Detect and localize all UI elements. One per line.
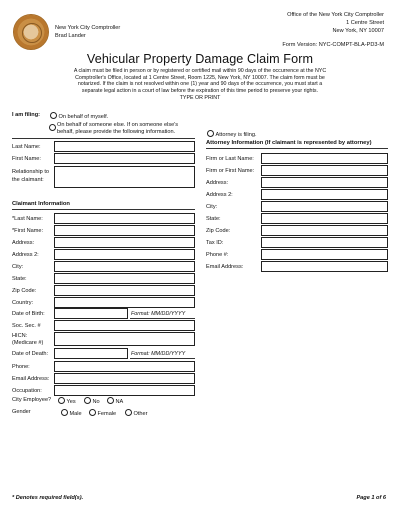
filing-self-option[interactable]: On behalf of myself. — [50, 112, 108, 121]
gender-female[interactable]: Female — [89, 409, 116, 418]
city-employee-yes[interactable]: Yes — [58, 397, 76, 406]
page-number: Page 1 of 6 — [356, 495, 386, 501]
attorney-phone-field[interactable] — [261, 249, 388, 260]
attorney-address-label: Address: — [206, 180, 229, 186]
dod-format-hint: Format: MM/DD/YYYY — [131, 351, 186, 357]
gender-other[interactable]: Other — [125, 409, 148, 418]
city-employee-na[interactable]: NA — [107, 397, 123, 406]
attorney-city-label: City: — [206, 204, 218, 210]
attorney-email-label: Email Address: — [206, 264, 244, 270]
radio-male[interactable] — [61, 409, 68, 416]
org-name: New York City Comptroller — [55, 25, 121, 31]
attorney-tax-id-label: Tax ID: — [206, 240, 224, 246]
city-employee-no[interactable]: No — [84, 397, 100, 406]
other-last-name-label: Last Name: — [12, 144, 41, 150]
radio-attorney[interactable] — [207, 130, 214, 137]
form-version: Form Version: NYC-COMPT-BLA-PD3-M — [282, 42, 384, 48]
filing-other-text-2: behalf, please provide the following information. — [57, 129, 176, 135]
attorney-firm-first-field[interactable] — [261, 165, 388, 176]
dob-format-hint: Format: MM/DD/YYYY — [131, 311, 186, 317]
other-first-name-field[interactable] — [54, 153, 195, 164]
attorney-address2-label: Address 2: — [206, 192, 233, 198]
claimant-ssn-field[interactable] — [54, 320, 195, 331]
claimant-city-field[interactable] — [54, 261, 195, 272]
claimant-email-label: Email Address: — [12, 376, 50, 382]
relationship-field[interactable] — [54, 166, 195, 188]
relationship-label-2: the claimant: — [12, 177, 44, 183]
claimant-zip-label: Zip Code: — [12, 288, 37, 294]
filing-attorney-option[interactable]: Attorney is filing. — [207, 130, 257, 139]
claimant-phone-label: Phone: — [12, 364, 30, 370]
attorney-tax-id-field[interactable] — [261, 237, 388, 248]
attorney-address2-field[interactable] — [261, 189, 388, 200]
claimant-dod-field[interactable] — [54, 348, 128, 359]
claimant-country-field[interactable] — [54, 297, 195, 308]
claimant-occupation-label: Occupation: — [12, 388, 42, 394]
claimant-address2-field[interactable] — [54, 249, 195, 260]
org-person: Brad Lander — [55, 33, 86, 39]
radio-na[interactable] — [107, 397, 114, 404]
claimant-first-name-field[interactable] — [54, 225, 195, 236]
attorney-firm-first-label: Firm or First Name: — [206, 168, 255, 174]
claimant-country-label: Country: — [12, 300, 34, 306]
attorney-firm-last-field[interactable] — [261, 153, 388, 164]
other-last-name-field[interactable] — [54, 141, 195, 152]
claimant-dod-label: Date of Death: — [12, 351, 49, 357]
attorney-city-field[interactable] — [261, 201, 388, 212]
attorney-zip-label: Zip Code: — [206, 228, 231, 234]
office-city: New York, NY 10007 — [332, 28, 384, 34]
office-name: Office of the New York City Comptroller — [287, 12, 384, 18]
claimant-state-label: State: — [12, 276, 27, 282]
claimant-address2-label: Address 2: — [12, 252, 39, 258]
claimant-last-name-label: *Last Name: — [12, 216, 43, 222]
attorney-heading: Attorney Information (If claimant is represented by attorney) — [206, 140, 372, 146]
city-employee-label: City Employee? — [12, 397, 52, 403]
claimant-state-field[interactable] — [54, 273, 195, 284]
office-street: 1 Centre Street — [346, 20, 384, 26]
radio-yes[interactable] — [58, 397, 65, 404]
filing-label: I am filing: — [12, 112, 40, 118]
attorney-zip-field[interactable] — [261, 225, 388, 236]
attorney-firm-last-label: Firm or Last Name: — [206, 156, 254, 162]
claimant-address-field[interactable] — [54, 237, 195, 248]
instructions: A claim must be filed in person or by registered or certified mail within 90 days of the occurrence at the NYC Comptroller's Office, located at 1 Centre Street, Room 1225, New York, NY 10007. The claim form must be notarized. If the claim is not resolved within one (1) year and 90 days of the occurrence, you must start a separate legal action in a court of law before the expiration of this time period to preserve your rights. TYPE OR PRINT — [73, 68, 327, 101]
gender-male[interactable]: Male — [61, 409, 82, 418]
nyc-seal-logo — [13, 14, 49, 50]
form-title: Vehicular Property Damage Claim Form — [86, 52, 314, 66]
relationship-label-1: Relationship to — [12, 169, 50, 175]
attorney-phone-label: Phone #: — [206, 252, 229, 258]
attorney-state-field[interactable] — [261, 213, 388, 224]
claimant-heading: Claimant Information — [12, 201, 70, 207]
claimant-ssn-label: Soc. Sec. # — [12, 323, 41, 329]
claimant-occupation-field[interactable] — [54, 385, 195, 396]
claimant-first-name-label: *First Name: — [12, 228, 44, 234]
claimant-hicn-label-1: HICN: — [12, 333, 28, 339]
radio-self[interactable] — [50, 112, 57, 119]
claimant-hicn-label-2: (Medicare #) — [12, 340, 44, 346]
attorney-email-field[interactable] — [261, 261, 388, 272]
radio-no[interactable] — [84, 397, 91, 404]
claimant-zip-field[interactable] — [54, 285, 195, 296]
radio-female[interactable] — [89, 409, 96, 416]
claimant-last-name-field[interactable] — [54, 213, 195, 224]
claimant-address-label: Address: — [12, 240, 35, 246]
gender-label: Gender — [12, 409, 31, 415]
claimant-dob-label: Date of Birth: — [12, 311, 45, 317]
claimant-email-field[interactable] — [54, 373, 195, 384]
radio-other-gender[interactable] — [125, 409, 132, 416]
claimant-city-label: City: — [12, 264, 24, 270]
claimant-dob-field[interactable] — [54, 308, 128, 319]
claimant-phone-field[interactable] — [54, 361, 195, 372]
filing-other-text-1: On behalf of someone else. If on someone else's — [57, 122, 179, 128]
claimant-hicn-field[interactable] — [54, 332, 195, 346]
other-first-name-label: First Name: — [12, 156, 41, 162]
attorney-state-label: State: — [206, 216, 221, 222]
required-note: * Denotes required field(s). — [12, 495, 84, 501]
attorney-address-field[interactable] — [261, 177, 388, 188]
radio-other[interactable] — [49, 124, 56, 131]
